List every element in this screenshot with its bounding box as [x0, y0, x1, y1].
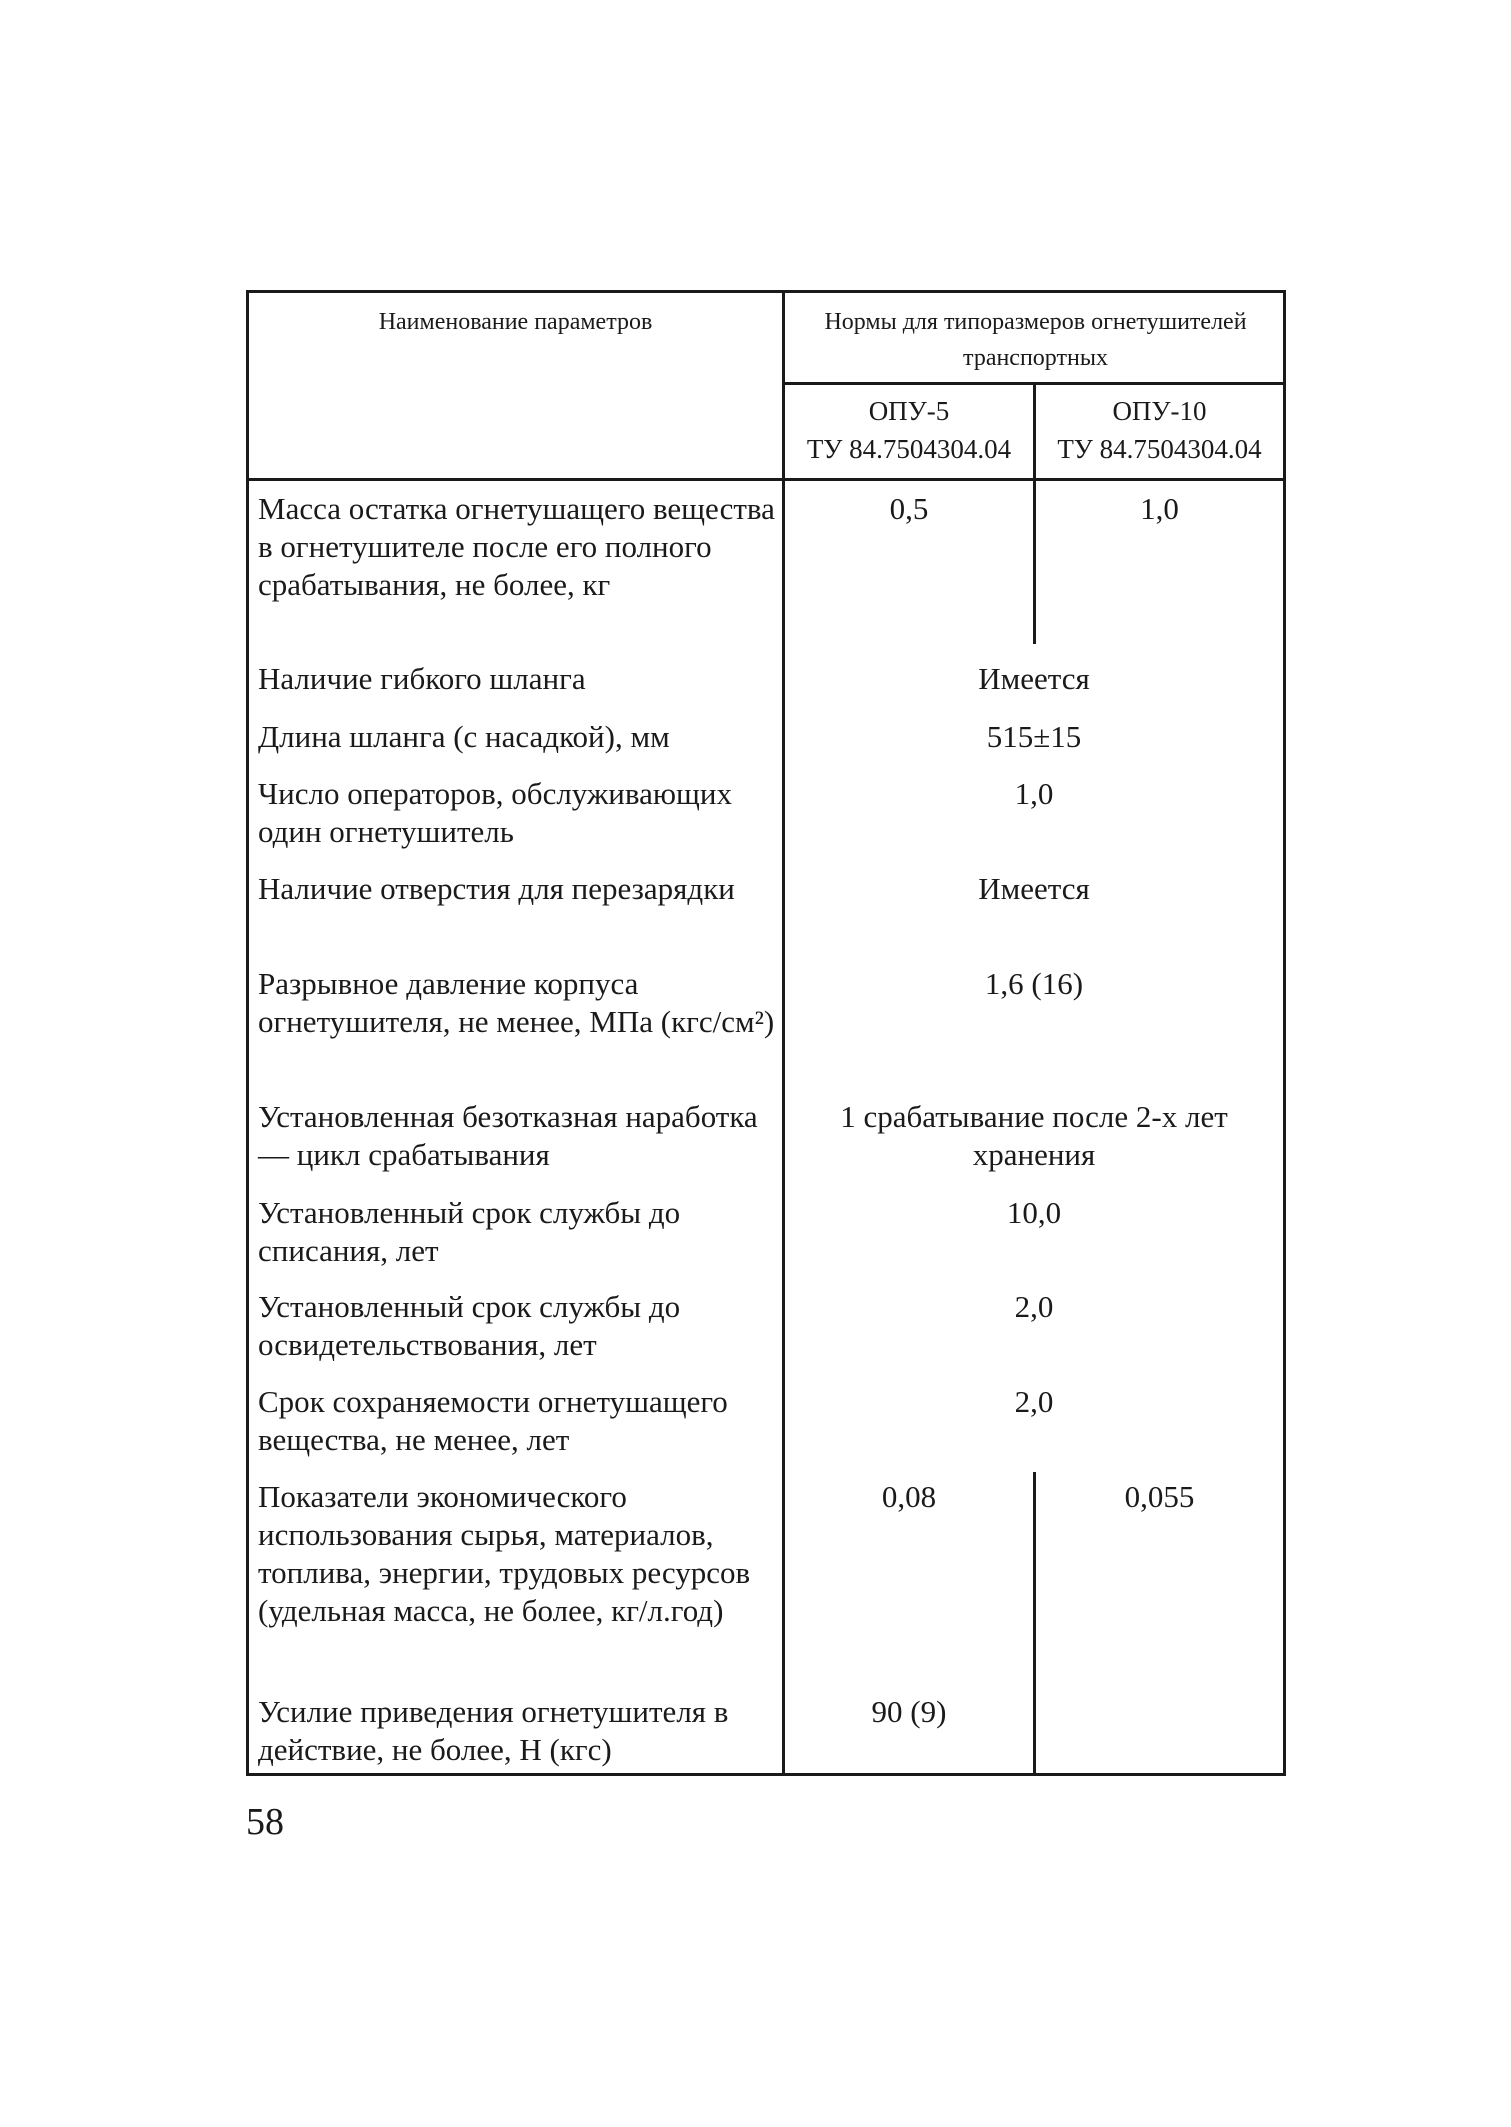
norms-column-header: Нормы для типоразмеров огнетушителей транспортных — [824, 309, 1247, 371]
value-service-life-inspection: 2,0 — [1014, 1289, 1054, 1324]
param-service-life-inspection: Установленный срок службы до освидетельствования, лет — [258, 1289, 681, 1362]
param-residual-mass: Масса остатка огнетушащего вещества в огнетушителе после его полного срабатывания, не более, кг — [258, 491, 775, 602]
table-border-right — [1283, 290, 1286, 1776]
param-operators: Число операторов, обслуживающих один огнетушитель — [258, 776, 733, 849]
model-header-opu5 — [785, 392, 1033, 468]
param-hose-length: Длина шланга (с насадкой), мм — [258, 719, 670, 754]
header-bottom-border — [246, 478, 1286, 481]
value-opu5-economic-indicators: 0,08 — [881, 1479, 937, 1514]
param-agent-shelf-life: Срок сохраняемости огнетушащего вещества, не менее, лет — [258, 1384, 728, 1457]
value-agent-shelf-life: 2,0 — [1014, 1384, 1054, 1419]
param-service-life-writeoff: Установленный срок службы до списания, лет — [258, 1195, 681, 1268]
param-failure-free-operation: Установленная безотказная наработка — цикл срабатывания — [258, 1099, 758, 1172]
table-border-top — [246, 290, 1286, 293]
value-opu10-residual-mass: 1,0 — [1140, 491, 1179, 526]
param-economic-indicators: Показатели экономического использования сырья, материалов, топлива, энергии, трудовых ресурсов (удельная масса, не более, кг/л.год) — [258, 1479, 751, 1628]
value-recharge-opening: Имеется — [978, 871, 1090, 906]
parameters-table — [246, 290, 1286, 1776]
value-failure-free-operation: 1 срабатывание после 2-х лет хранения — [840, 1099, 1228, 1172]
page-number: 58 — [246, 1801, 284, 1843]
param-burst-pressure — [249, 965, 782, 1041]
column-divider-bottom-rows — [1033, 1472, 1036, 1776]
param-recharge-opening: Наличие отверстия для перезарядки — [258, 871, 735, 906]
value-opu5-residual-mass: 0,5 — [889, 491, 929, 526]
value-opu5-activation-force: 90 (9) — [871, 1694, 947, 1729]
model-spec: ТУ 84.7504304.04 — [1057, 434, 1262, 464]
value-flexible-hose: Имеется — [978, 661, 1090, 696]
value-operators: 1,0 — [1014, 776, 1054, 811]
param-activation-force: Усилие приведения огнетушителя в действие, не более, Н (кгс) — [258, 1694, 729, 1767]
model-name: ОПУ-5 — [868, 396, 950, 426]
value-burst-pressure: 1,6 (16) — [984, 966, 1084, 1001]
param-flexible-hose: Наличие гибкого шланга — [258, 661, 586, 696]
table-border-bottom — [246, 1773, 1286, 1776]
value-opu10-economic-indicators: 0,055 — [1124, 1479, 1195, 1514]
model-header-opu10 — [1036, 392, 1283, 468]
value-service-life-writeoff: 10,0 — [1006, 1195, 1062, 1230]
model-name: ОПУ-10 — [1112, 396, 1207, 426]
value-hose-length: 515±15 — [986, 719, 1082, 754]
model-spec: ТУ 84.7504304.04 — [806, 434, 1012, 464]
param-column-header: Наименование параметров — [378, 309, 653, 335]
burst-pressure-label: Разрывное давление корпуса огнетушителя, не менее, МПа (кгс/см²) — [258, 966, 775, 1039]
